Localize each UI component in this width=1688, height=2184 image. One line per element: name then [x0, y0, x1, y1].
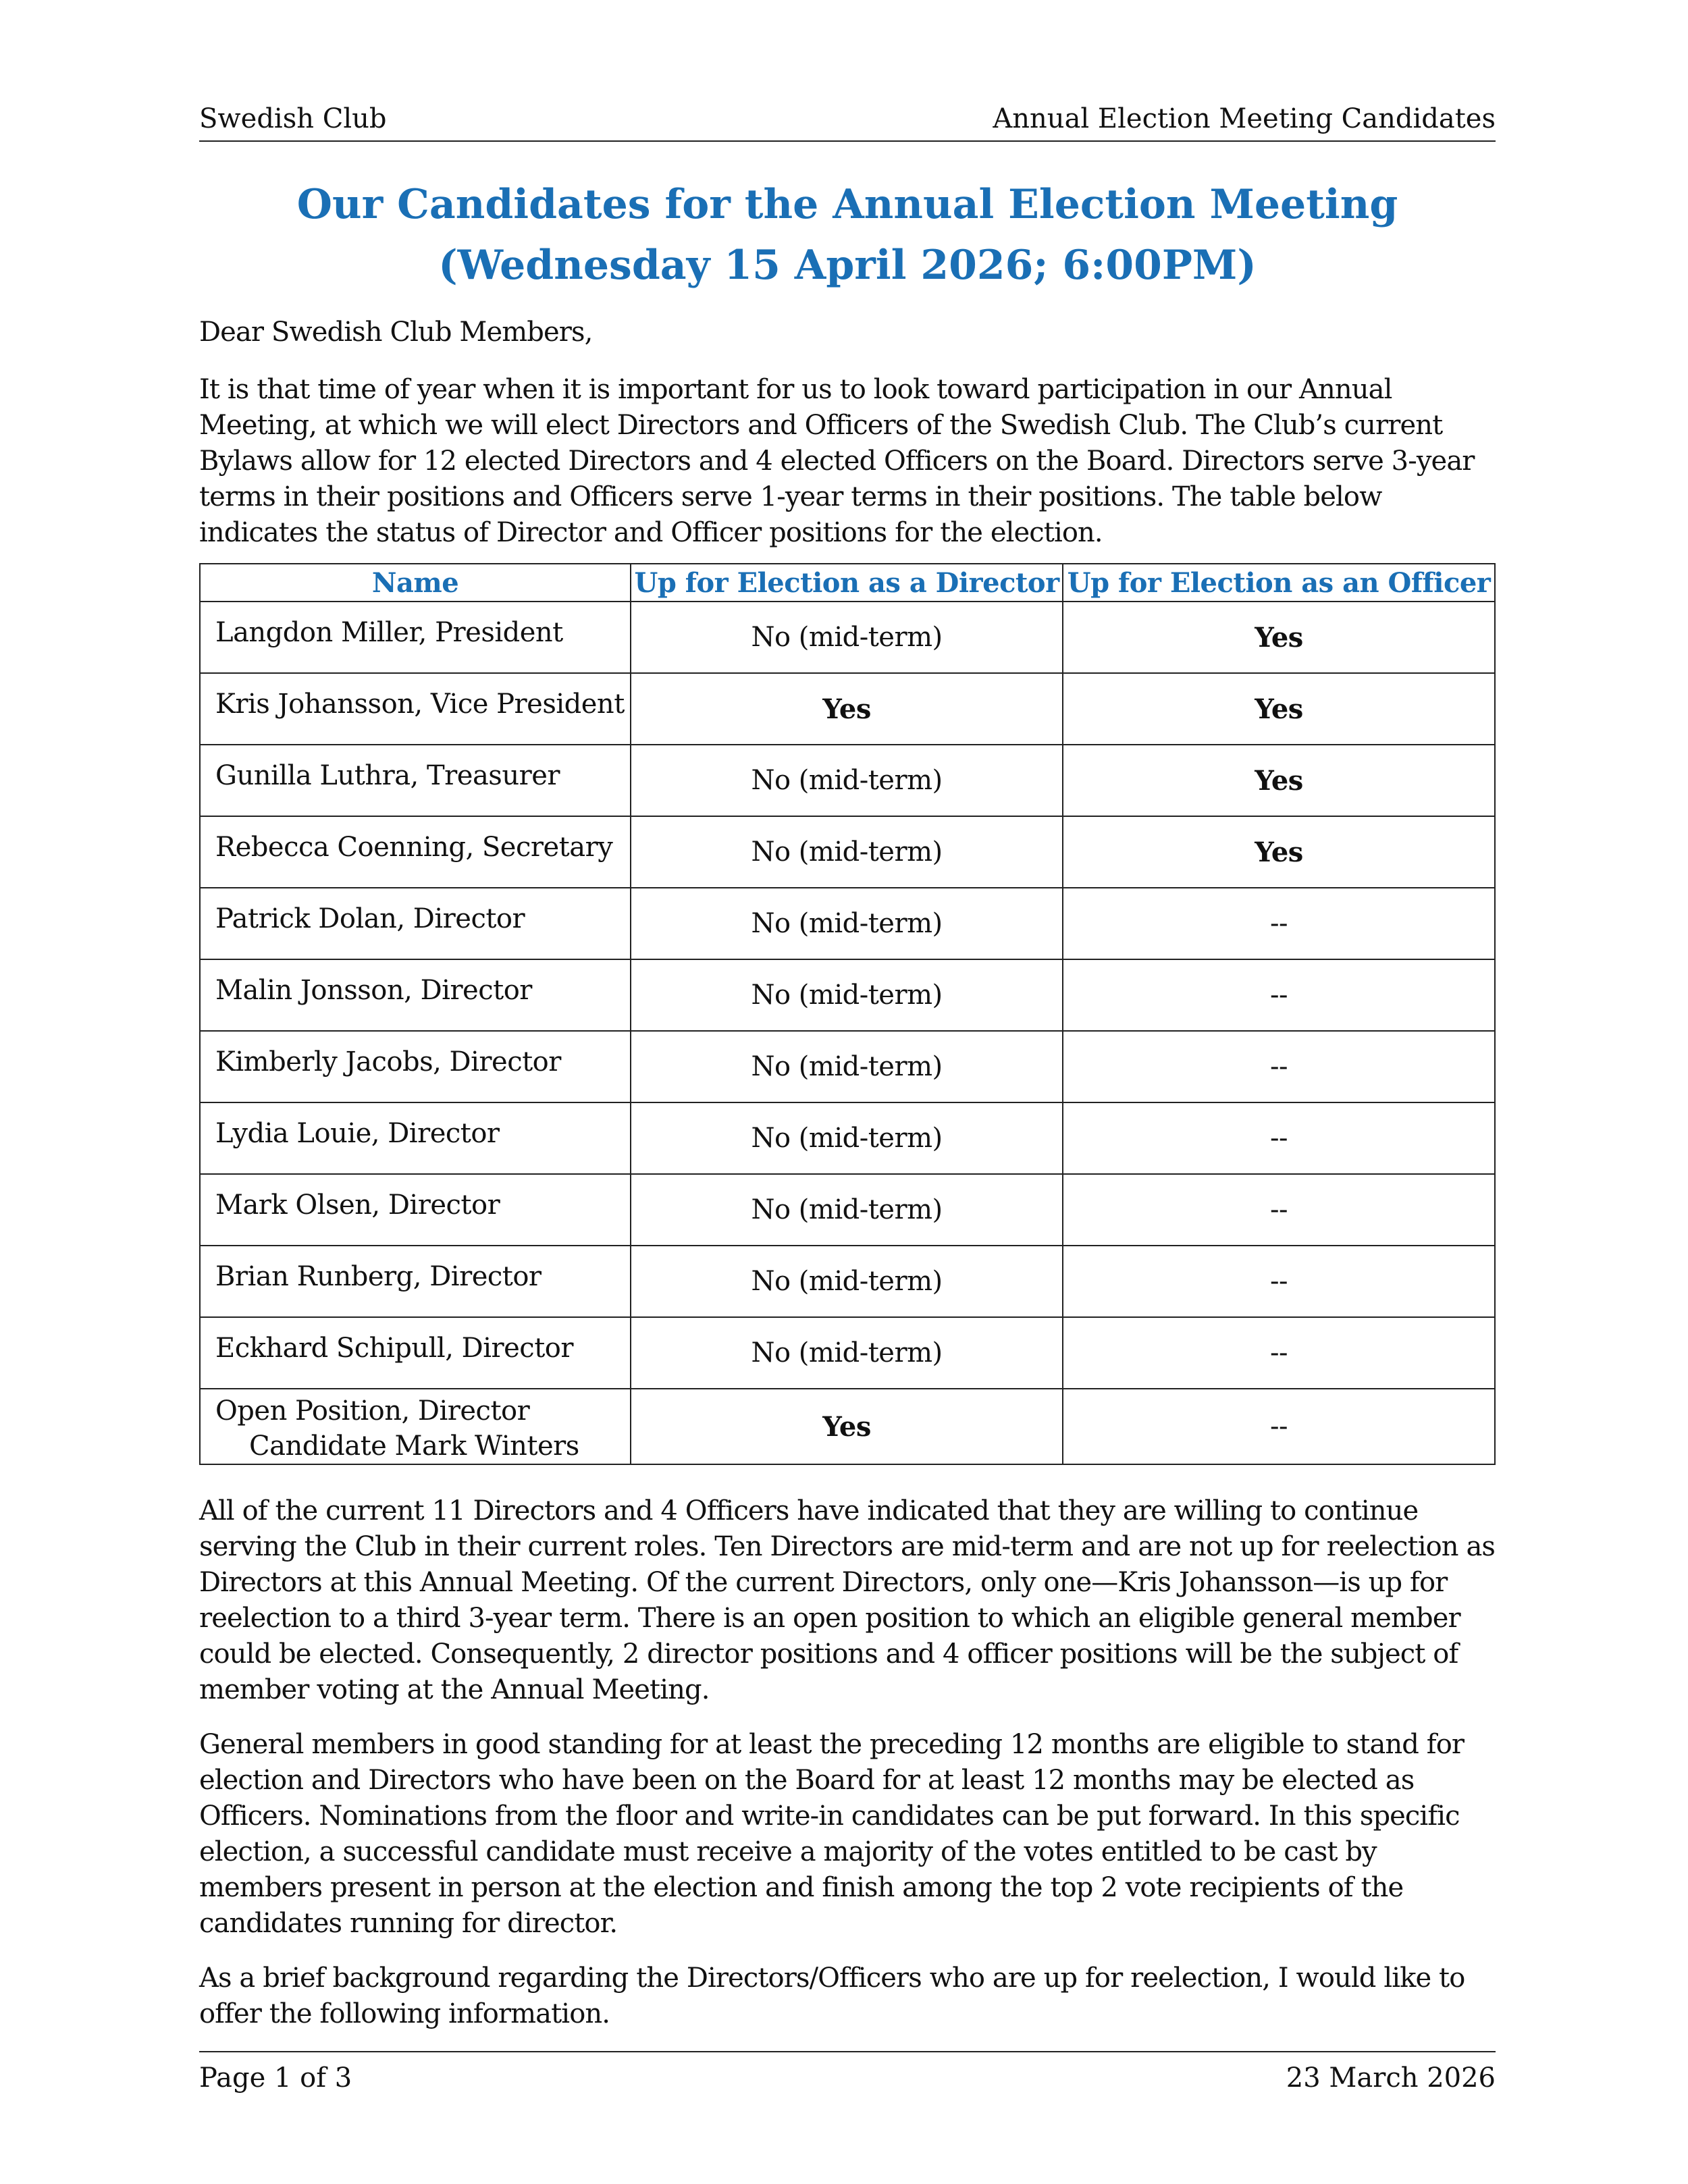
- cell-director-status: Yes: [631, 673, 1063, 745]
- table-row: [200, 673, 1495, 745]
- cell-director-status: No (mid-term): [631, 1102, 1063, 1174]
- cell-name: Kimberly Jacobs, Director: [200, 1031, 631, 1102]
- cell-director-status: No (mid-term): [631, 602, 1063, 673]
- cell-officer-status: Yes: [1063, 602, 1495, 673]
- footer-date: 23 March 2026: [1286, 2062, 1496, 2094]
- cell-name: Mark Olsen, Director: [200, 1174, 631, 1246]
- cell-director-status: No (mid-term): [631, 959, 1063, 1031]
- intro-paragraph: It is that time of year when it is important for us to look toward participation in our Annual Meeting, at which we will elect Directors and Officers of the Swedish Club. The Club’s current Bylaws allow for 12 elected Directors and 4 elected Officers on the Board. Directors serve 3-year terms in their positions and Officers serve 1-year terms in their positions. The table below indicates the status of Director and Officer positions for the election.: [199, 374, 1475, 548]
- page-header: [199, 96, 1496, 142]
- cell-director-status: Yes: [631, 1389, 1063, 1464]
- page-title: [199, 174, 1496, 296]
- candidates-table: [199, 563, 1496, 1465]
- paragraph-eligibility: General members in good standing for at least the preceding 12 months are eligible to stand for election and Directors who have been on the Board for at least 12 months may be elected as Officers. Nominations from the floor and write-in candidates can be put forward. In this specific election, a successful candidate must receive a majority of the votes entitled to be cast by members present in person at the election and finish among the top 2 vote recipients of the candidates running for director.: [199, 1729, 1465, 1939]
- table-row: [200, 816, 1495, 888]
- cell-officer-status: --: [1063, 888, 1495, 959]
- cell-officer-status: Yes: [1063, 745, 1495, 816]
- cell-director-status: No (mid-term): [631, 1031, 1063, 1102]
- cell-director-status: No (mid-term): [631, 888, 1063, 959]
- cell-officer-status: --: [1063, 1317, 1495, 1389]
- cell-name: Gunilla Luthra, Treasurer: [200, 745, 631, 816]
- cell-director-status: No (mid-term): [631, 745, 1063, 816]
- column-header-officer: Up for Election as an Officer: [1063, 564, 1495, 602]
- table-row: [200, 1031, 1495, 1102]
- cell-name: Kris Johansson, Vice President: [200, 673, 631, 745]
- cell-officer-status: --: [1063, 959, 1495, 1031]
- cell-director-status: No (mid-term): [631, 1317, 1063, 1389]
- footer-page-number: Page 1 of 3: [199, 2062, 352, 2094]
- cell-name: [200, 1389, 631, 1464]
- table-row: [200, 745, 1495, 816]
- cell-name: Eckhard Schipull, Director: [200, 1317, 631, 1389]
- cell-officer-status: --: [1063, 1102, 1495, 1174]
- cell-name: Langdon Miller, President: [200, 602, 631, 673]
- paragraph-directors-status: All of the current 11 Directors and 4 Officers have indicated that they are willing to continue serving the Club in their current roles. Ten Directors are mid-term and are not up for reelection as Directors at this Annual Meeting. Of the current Directors, only one—Kris Johansson—is up for reelection to a third 3-year term. There is an open position to which an eligible general member could be elected. Consequently, 2 director positions and 4 officer positions will be the subject of member voting at the Annual Meeting.: [199, 1495, 1496, 1705]
- header-club-name: Swedish Club: [199, 103, 387, 134]
- paragraph-background: As a brief background regarding the Directors/Officers who are up for reelection, I would like to offer the following information.: [199, 1963, 1465, 2029]
- table-row: [200, 1246, 1495, 1317]
- cell-officer-status: --: [1063, 1246, 1495, 1317]
- table-row: [200, 1102, 1495, 1174]
- cell-name: Lydia Louie, Director: [200, 1102, 631, 1174]
- table-row: [200, 602, 1495, 673]
- cell-officer-status: --: [1063, 1389, 1495, 1464]
- title-line-2: (Wednesday 15 April 2026; 6:00PM): [438, 242, 1257, 289]
- header-document-title: Annual Election Meeting Candidates: [993, 103, 1496, 134]
- table-row: [200, 959, 1495, 1031]
- column-header-name: Name: [200, 564, 631, 602]
- title-line-1: Our Candidates for the Annual Election Meeting: [296, 181, 1398, 228]
- cell-name: Malin Jonsson, Director: [200, 959, 631, 1031]
- cell-name: Rebecca Coenning, Secretary: [200, 816, 631, 888]
- cell-director-status: No (mid-term): [631, 1246, 1063, 1317]
- table-row: [200, 1174, 1495, 1246]
- cell-officer-status: --: [1063, 1031, 1495, 1102]
- table-row: [200, 1389, 1495, 1464]
- cell-officer-status: Yes: [1063, 816, 1495, 888]
- cell-name: Patrick Dolan, Director: [200, 888, 631, 959]
- column-header-director: Up for Election as a Director: [631, 564, 1063, 602]
- cell-officer-status: --: [1063, 1174, 1495, 1246]
- document-page: [199, 0, 1496, 2184]
- cell-name-primary: Open Position, Director: [215, 1395, 530, 1427]
- table-header-row: [200, 564, 1495, 602]
- cell-officer-status: Yes: [1063, 673, 1495, 745]
- cell-director-status: No (mid-term): [631, 1174, 1063, 1246]
- table-row: [200, 1317, 1495, 1389]
- page-footer: [199, 2051, 1496, 2094]
- cell-name: Brian Runberg, Director: [200, 1246, 631, 1317]
- table-row: [200, 888, 1495, 959]
- cell-name-candidate: Candidate Mark Winters: [249, 1431, 579, 1462]
- salutation: Dear Swedish Club Members,: [199, 317, 593, 348]
- cell-director-status: No (mid-term): [631, 816, 1063, 888]
